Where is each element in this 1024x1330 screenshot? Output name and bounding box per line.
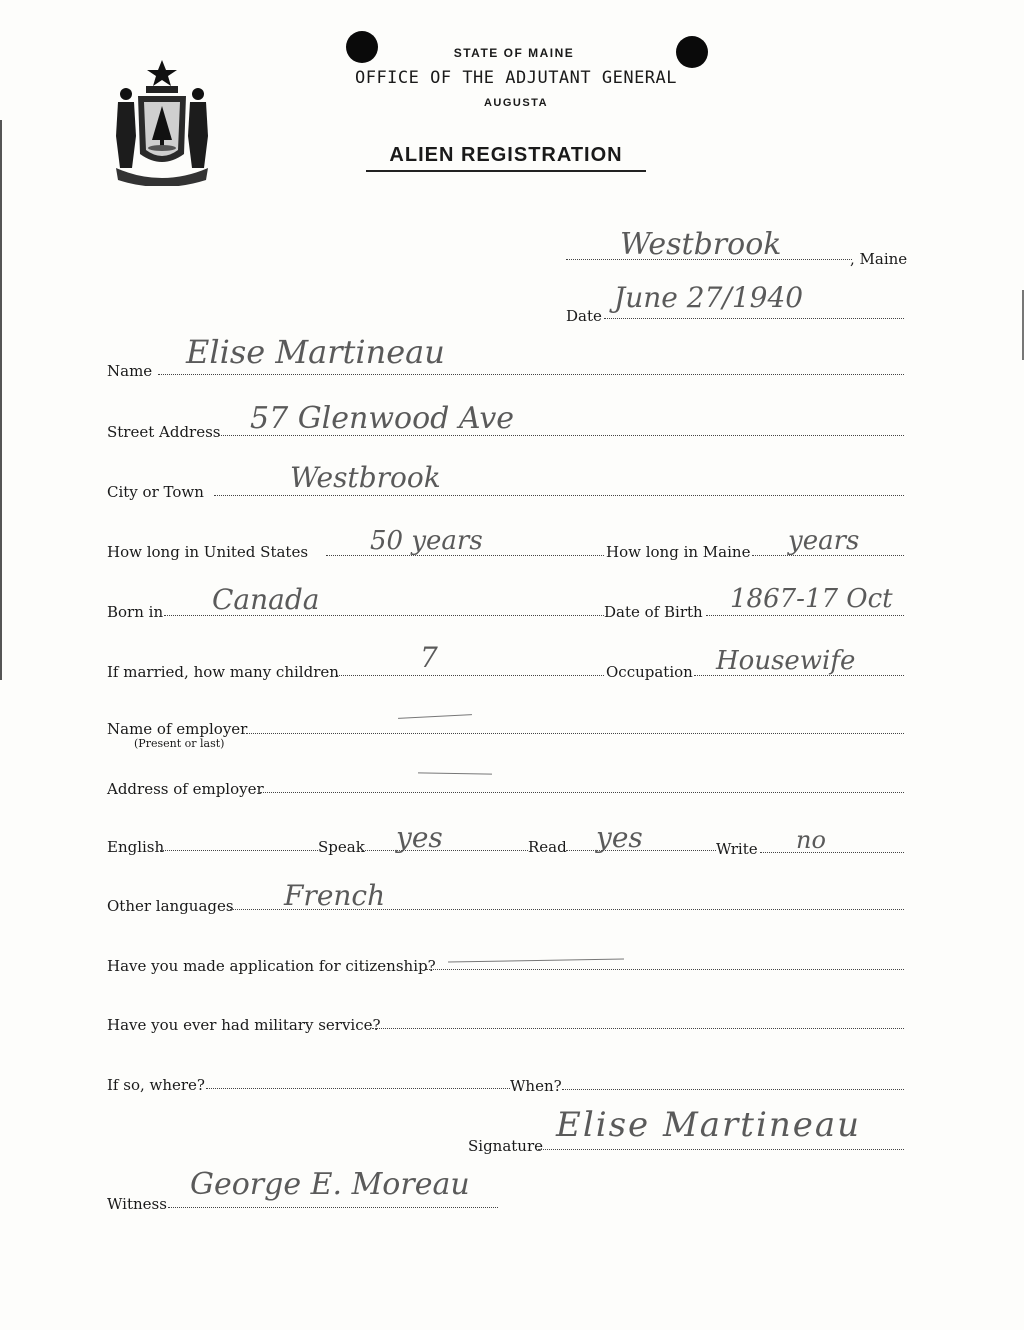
signature-label: Signature xyxy=(468,1137,544,1155)
street-address-value: 57 Glenwood Ave xyxy=(250,401,515,436)
english-label: English xyxy=(107,838,165,856)
english-read-value: yes xyxy=(596,821,643,854)
witness-label: Witness xyxy=(107,1195,167,1213)
how-long-maine-value: years xyxy=(788,526,860,556)
town-value: Westbrook xyxy=(620,227,782,262)
date-of-birth-dotted-line xyxy=(706,615,904,616)
citizenship-dotted-line xyxy=(426,969,904,970)
date-value: June 27/1940 xyxy=(614,281,804,314)
employer-name-label: Name of employer xyxy=(107,720,248,738)
town-state-label: , Maine xyxy=(850,250,908,268)
other-languages-value: French xyxy=(284,879,386,912)
employer-name-dotted-line xyxy=(246,733,904,734)
where-label: If so, where? xyxy=(107,1076,205,1094)
born-in-label: Born in xyxy=(107,603,164,621)
english-read-label: Read xyxy=(528,838,567,856)
date-of-birth-label: Date of Birth xyxy=(604,603,703,621)
form-title: ALIEN REGISTRATION xyxy=(389,144,623,166)
english-write-label: Write xyxy=(716,840,758,858)
children-value: 7 xyxy=(420,641,438,674)
city-or-town-value: Westbrook xyxy=(290,461,441,494)
how-long-us-value: 50 years xyxy=(370,526,483,556)
header-office: OFFICE OF THE ADJUTANT GENERAL xyxy=(354,68,678,88)
occupation-label: Occupation xyxy=(606,663,693,681)
header-state: STATE OF MAINE xyxy=(453,46,575,60)
how-long-us-label: How long in United States xyxy=(107,543,309,561)
date-of-birth-value: 1867-17 Oct xyxy=(730,584,893,614)
where-dotted-line xyxy=(206,1088,510,1089)
title-underline xyxy=(366,170,646,172)
english-write-dotted-line xyxy=(760,852,904,853)
witness-dotted-line xyxy=(168,1207,498,1208)
english-dotted-line xyxy=(160,850,318,851)
date-dotted-line xyxy=(604,318,904,319)
name-label: Name xyxy=(107,362,153,380)
other-languages-label: Other languages xyxy=(107,897,234,915)
scan-edge-left xyxy=(0,120,2,680)
employer-address-label: Address of employer xyxy=(107,780,264,798)
english-write-value: no xyxy=(796,826,826,854)
street-address-label: Street Address xyxy=(107,423,221,441)
military-service-label: Have you ever had military service? xyxy=(107,1016,381,1034)
employer-name-sublabel: (Present or last) xyxy=(134,737,225,750)
signature-dotted-line xyxy=(538,1149,904,1150)
children-dotted-line xyxy=(337,675,604,676)
employer-address-dotted-line xyxy=(260,792,904,793)
employer-address-blank-mark xyxy=(418,772,492,774)
english-speak-value: yes xyxy=(396,821,443,854)
born-in-value: Canada xyxy=(212,583,320,616)
city-or-town-label: City or Town xyxy=(107,483,204,501)
citizenship-label: Have you made application for citizenship? xyxy=(107,957,436,975)
header-city: AUGUSTA xyxy=(483,97,549,109)
how-long-maine-label: How long in Maine xyxy=(606,543,751,561)
citizenship-blank-mark xyxy=(448,958,624,962)
when-label: When? xyxy=(510,1077,562,1095)
military-service-dotted-line xyxy=(372,1028,904,1029)
english-speak-dotted-line xyxy=(362,850,528,851)
name-value: Elise Martineau xyxy=(186,333,445,371)
name-dotted-line xyxy=(158,374,904,375)
employer-name-blank-mark xyxy=(398,714,472,719)
date-label: Date xyxy=(566,307,602,325)
signature-value: Elise Martineau xyxy=(556,1105,862,1145)
when-dotted-line xyxy=(562,1089,904,1090)
occupation-value: Housewife xyxy=(716,646,856,676)
english-speak-label: Speak xyxy=(318,838,365,856)
city-or-town-dotted-line xyxy=(214,495,904,496)
children-label: If married, how many children xyxy=(107,663,339,681)
witness-value: George E. Moreau xyxy=(190,1167,470,1202)
